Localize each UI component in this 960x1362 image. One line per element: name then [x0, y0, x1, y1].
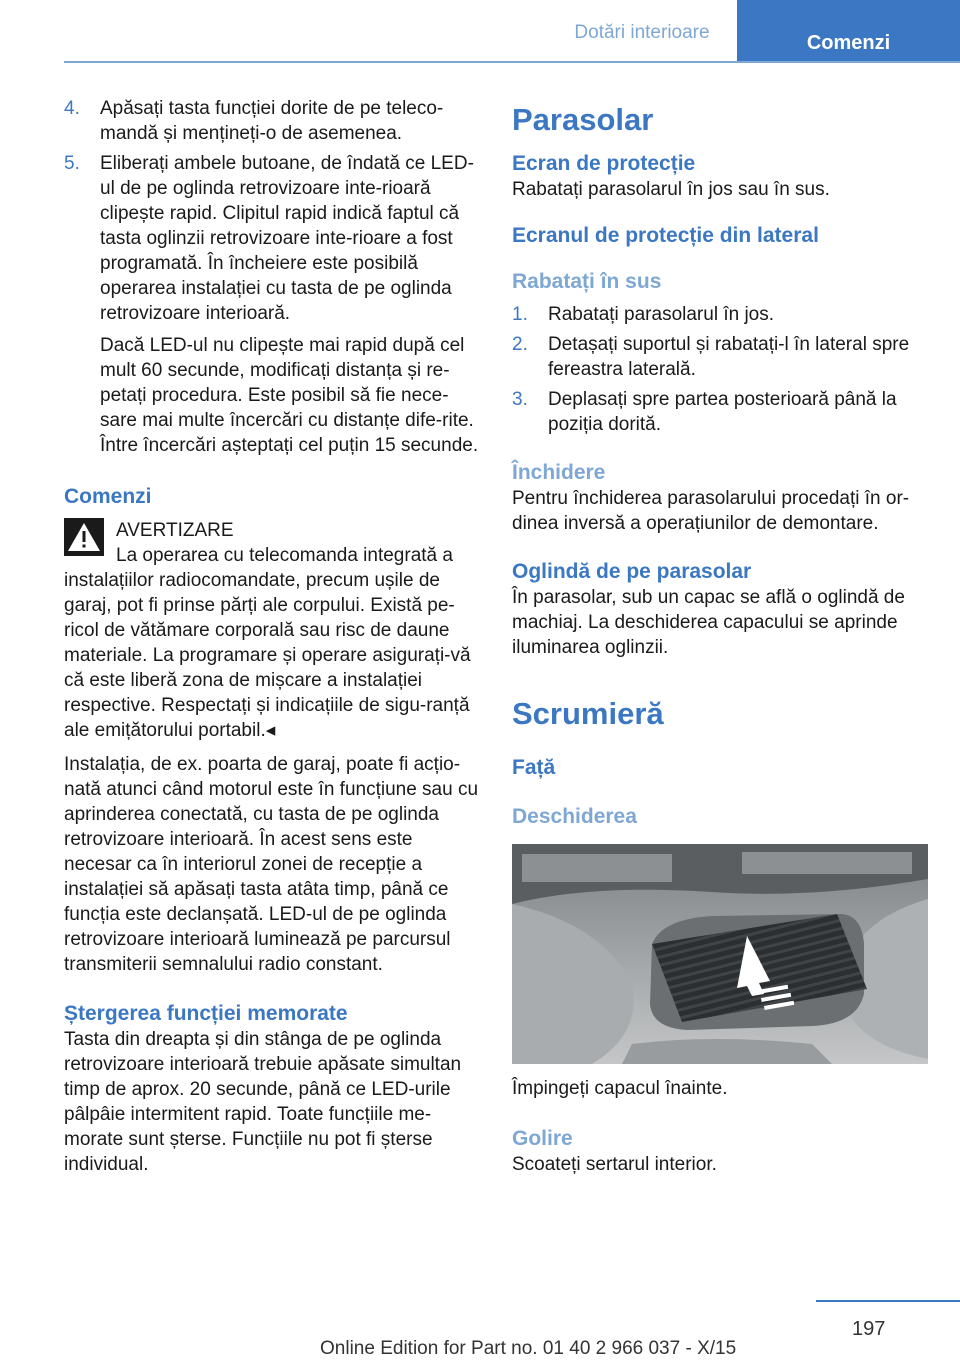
warning-label: AVERTIZARE — [116, 520, 234, 541]
section-title-stergere: Ștergerea funcției memorate — [64, 1002, 348, 1025]
warning-text: instalațiilor radiocomandate, precum ușile de garaj, pot fi prinse părți ale corpului. Există pe‐ricol de vătămare corporală sau risc de daune materiale. La programare și operare asigurați-vă că este liberă zona de mișcare a instalației respective. Respectați și indicațiile de sigu‐ranță ale emițătorului portabil.◂ — [64, 570, 471, 741]
ashtray-photo — [512, 844, 928, 1064]
subsection-fata: Față — [512, 756, 556, 779]
left-column — [64, 96, 480, 1177]
header-section-title: Dotări interioare — [574, 22, 710, 43]
step-4-number: 4. — [64, 98, 80, 119]
subsection-lateral: Ecranul de protecție din lateral — [512, 224, 819, 247]
right-step-1-number: 1. — [512, 304, 528, 325]
paragraph-operation: Instalația, de ex. poarta de garaj, poate fi acțio‐nată atunci când motorul este în funcțiune sau cu aprinderea conectată, cu tasta de pe oglinda retrovizoare interioară. În acest sens este necesar ca în interiorul zonei de recepție a instalației să apăsați tasta atâta timp, până ce funcția este declanșată. LED-ul de pe oglinda retrovizoare interioară luminează pe parcursul transmiterii semnalului radio constant. — [64, 754, 479, 975]
subsection-golire: Golire — [512, 1127, 573, 1150]
header-divider — [64, 61, 960, 63]
right-step-1-text: Rabatați parasolarul în jos. — [548, 304, 775, 325]
subsection-inchidere: Închidere — [512, 461, 606, 484]
step-4-text: Apăsați tasta funcției dorite de pe teleco‐mandă și mențineți-o de asemenea. — [100, 98, 444, 144]
right-step-1 — [512, 302, 928, 327]
oglinda-text: În parasolar, sub un capac se află o oglindă de machiaj. La deschiderea capacului se aprinde iluminarea oglinzii. — [512, 587, 905, 658]
subsection-oglinda: Oglindă de pe parasolar — [512, 560, 752, 583]
subsection-deschiderea: Deschiderea — [512, 805, 637, 828]
page-number: 197 — [852, 1318, 886, 1340]
inchidere-text: Pentru închiderea parasolarului procedați în or‐dinea inversă a operațiunilor de demontare. — [512, 488, 910, 534]
step-4 — [64, 96, 480, 146]
footer-edition: Online Edition for Part no. 01 40 2 966 037 - X/15 — [320, 1338, 737, 1359]
right-step-2 — [512, 332, 928, 382]
step-5-number: 5. — [64, 153, 80, 174]
warning-block — [64, 518, 480, 568]
right-column — [512, 96, 928, 1177]
right-step-3-number: 3. — [512, 389, 528, 410]
right-step-2-number: 2. — [512, 334, 528, 355]
right-step-3-text: Deplasați spre partea posterioară până la poziția dorită. — [548, 389, 897, 435]
header-chapter-tab: Comenzi — [737, 0, 960, 62]
section-title-parasolar: Parasolar — [512, 102, 654, 137]
warning-triangle-icon — [64, 518, 104, 556]
subsection-rabatati: Rabatați în sus — [512, 270, 662, 293]
step-5-note: Dacă LED-ul nu clipește mai rapid după cel mult 60 secunde, modificați distanța și re‐petați procedura. Este posibil să fie nece‐sare mai multe încercări cu distanțe dife‐rite. Între încercări așteptați cel puțin 15 secunde. — [100, 335, 479, 456]
right-step-2-text: Detașați suportul și rabatați-l în lateral spre fereastra laterală. — [548, 334, 910, 380]
deschiderea-text: Împingeți capacul înainte. — [512, 1078, 728, 1099]
step-5-text: Eliberați ambele butoane, de îndată ce LED-ul de pe oglinda retrovizoare inte‐rioară clipește rapid. Clipitul rapid indică faptul că tasta oglinzii retrovizoare inte‐rioare a fost programată. În încheiere este posibilă operarea instalației cu tasta de pe oglinda retrovizoare interioară. — [100, 153, 474, 324]
step-5 — [64, 151, 480, 326]
footer-divider — [816, 1300, 960, 1302]
section-title-scrumiera: Scrumieră — [512, 696, 664, 731]
page-header — [0, 0, 960, 62]
stergere-text: Tasta din dreapta și din stânga de pe oglinda retrovizoare interioară trebuie apăsate simultan timp de aprox. 20 secunde, până ce LED-urile pâlpâie intermitent rapid. Toate funcțiile me‐morate sunt șterse. Funcțiile nu pot fi șterse individual. — [64, 1029, 462, 1175]
warning-first-line: La operarea cu telecomanda integrată a — [116, 545, 453, 566]
ecran-text: Rabatați parasolarul în jos sau în sus. — [512, 179, 830, 200]
section-title-comenzi: Comenzi — [64, 485, 152, 508]
right-step-3 — [512, 387, 928, 437]
subsection-ecran: Ecran de protecție — [512, 152, 696, 175]
golire-text: Scoateți sertarul interior. — [512, 1154, 717, 1175]
